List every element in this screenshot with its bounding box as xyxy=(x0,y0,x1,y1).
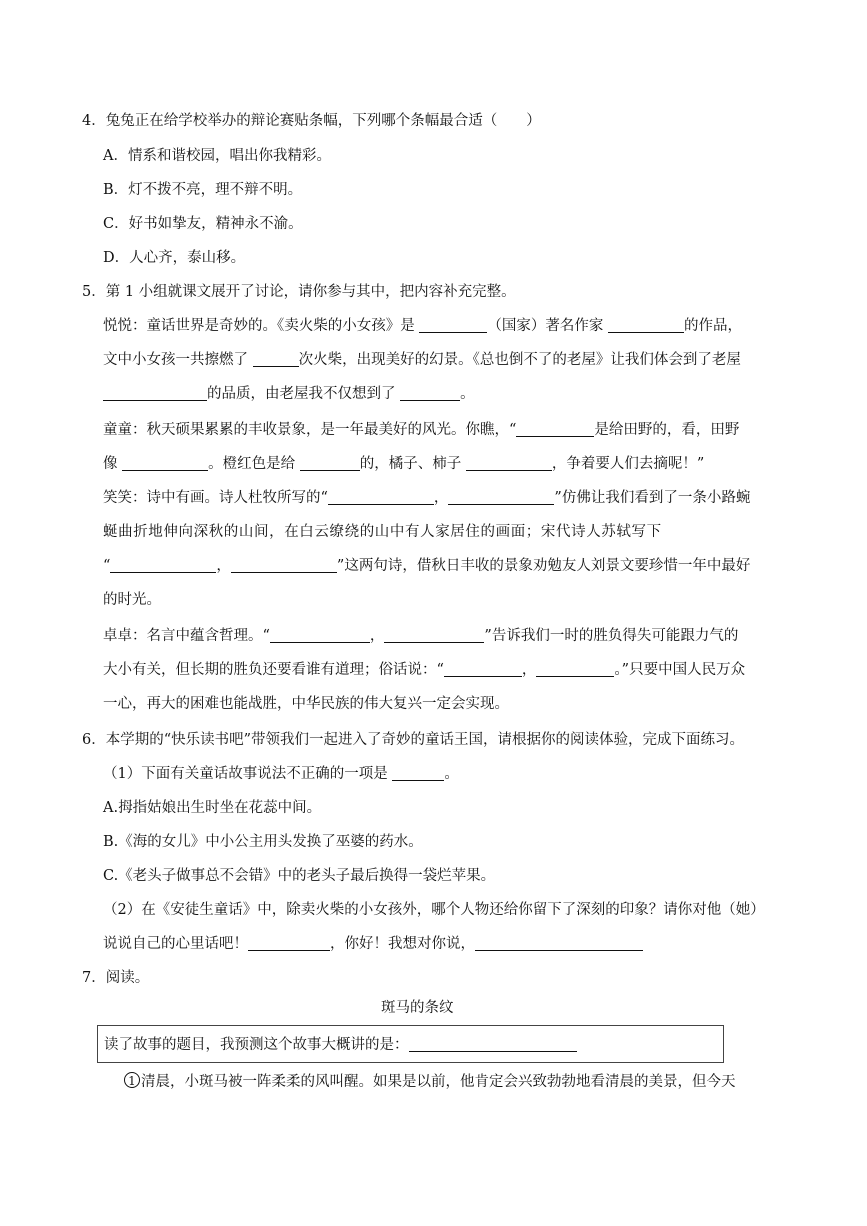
answer-blank[interactable] xyxy=(110,556,216,573)
text: 。 xyxy=(444,766,459,782)
text: （国家）著名作家 xyxy=(487,318,608,334)
text: 像 xyxy=(103,456,123,472)
q4-option-a[interactable]: A．情系和谐校园，唱出你我精彩。 xyxy=(103,148,331,164)
answer-blank[interactable] xyxy=(122,454,208,471)
text: 的品质，由老屋我不仅想到了 xyxy=(207,386,401,402)
answer-blank[interactable] xyxy=(444,660,522,677)
text: 说说自己的心里话吧！ xyxy=(103,936,248,952)
q5-xiaoxiao-line2: 蜒曲折地伸向深秋的山间，在白云缭绕的山中有人家居住的画面；宋代诗人苏轼写下 xyxy=(103,524,662,540)
q7-stem: 7．阅读。 xyxy=(82,970,150,986)
q5-xiaoxiao-line3 xyxy=(103,556,750,576)
answer-blank[interactable] xyxy=(466,454,552,471)
answer-blank[interactable] xyxy=(608,316,684,333)
answer-blank[interactable] xyxy=(409,1035,577,1052)
text: ，争着要人们去摘呢！” xyxy=(551,456,705,472)
text: 读了故事的题目，我预测这个故事大概讲的是： xyxy=(104,1037,409,1053)
text: 卓卓：名言中蕴含哲理。“ xyxy=(103,628,270,644)
answer-blank[interactable] xyxy=(270,626,370,643)
answer-blank[interactable] xyxy=(248,934,330,951)
q4-option-c[interactable]: C．好书如挚友，精神永不渝。 xyxy=(103,216,303,232)
answer-blank[interactable] xyxy=(384,626,484,643)
text: ”仿佛让我们看到了一条小路蜿 xyxy=(554,490,751,506)
text: 悦悦：童话世界是奇妙的。《卖火柴的小女孩》是 xyxy=(103,318,420,334)
q5-xiaoxiao-line4: 的时光。 xyxy=(103,592,161,608)
q6-sub2-line1: （2）在《安徒生童话》中，除卖火柴的小女孩外，哪个人物还给你留下了深刻的印象？请你对他（她） xyxy=(103,902,765,918)
answer-blank[interactable] xyxy=(419,316,487,333)
text: ，你好！我想对你说， xyxy=(330,936,475,952)
answer-blank[interactable] xyxy=(392,764,444,781)
text: 。 xyxy=(460,386,475,402)
text: 大小有关，但长期的胜负还要看谁有道理；俗话说：“ xyxy=(103,662,444,678)
text: 的作品， xyxy=(683,318,742,334)
text: ”这两句诗，借秋日丰收的景象劝勉友人刘景文要珍惜一年中最好 xyxy=(336,558,751,574)
text: ， xyxy=(216,558,231,574)
q4-option-b[interactable]: B．灯不拨不亮，理不辩不明。 xyxy=(103,182,303,198)
q5-zhuozhuo-line2 xyxy=(103,660,745,680)
q5-tongtong-line1 xyxy=(103,420,739,440)
answer-blank[interactable] xyxy=(300,454,360,471)
text: 笑笑：诗中有画。诗人杜牧所写的“ xyxy=(103,490,328,506)
text: ， xyxy=(433,490,449,506)
q7-passage-title: 斑马的条纹 xyxy=(381,1000,454,1016)
text: 是给田野的，看，田野 xyxy=(594,422,740,438)
text: 。橙红色是给 xyxy=(208,456,300,472)
q6-option-a[interactable]: A.拇指姑娘出生时坐在花蕊中间。 xyxy=(103,800,322,816)
answer-blank[interactable] xyxy=(400,384,460,401)
q4-option-d[interactable]: D．人心齐，泰山移。 xyxy=(103,250,246,266)
text: 文中小女孩一共擦燃了 xyxy=(103,352,253,368)
q7-paragraph-1 xyxy=(124,1072,736,1092)
q4-stem: 4．兔兔正在给学校举办的辩论赛贴条幅，下列哪个条幅最合适（ ） xyxy=(82,113,541,129)
answer-blank[interactable] xyxy=(536,660,614,677)
text: 的，橘子、柿子 xyxy=(359,456,466,472)
answer-blank[interactable] xyxy=(253,350,299,367)
answer-blank[interactable] xyxy=(103,384,207,401)
text: 。”只要中国人民万众 xyxy=(614,662,746,678)
q7-prediction xyxy=(104,1035,577,1055)
q6-stem: 6．本学期的“快乐读书吧”带领我们一起进入了奇妙的童话王国，请根据你的阅读体验，完成下面练习。 xyxy=(82,732,745,748)
answer-blank[interactable] xyxy=(328,488,434,505)
q5-yueyue-line3 xyxy=(103,384,475,404)
q6-option-b[interactable]: B.《海的女儿》中小公主用头发换了巫婆的药水。 xyxy=(103,834,423,850)
text: 次火柴，出现美好的幻景。《总也倒不了的老屋》让我们体会到了老屋 xyxy=(298,352,741,368)
q6-option-c[interactable]: C.《老头子做事总不会错》中的老头子最后换得一袋烂苹果。 xyxy=(103,868,496,884)
q5-yueyue-line2 xyxy=(103,350,741,370)
q5-tongtong-line2 xyxy=(103,454,704,474)
text: ”告诉我们一时的胜负得失可能跟力气的 xyxy=(484,628,739,644)
q5-zhuozhuo-line3: 一心，再大的困难也能战胜，中华民族的伟大复兴一定会实现。 xyxy=(103,696,509,712)
q6-sub2-line2 xyxy=(103,934,643,954)
text: “ xyxy=(103,558,111,574)
text: ， xyxy=(369,628,385,644)
text: （1）下面有关童话故事说法不正确的一项是 xyxy=(103,766,393,782)
q5-stem: 5．第 1 小组就课文展开了讨论，请你参与其中，把内容补充完整。 xyxy=(82,284,516,300)
q6-sub1 xyxy=(103,764,459,784)
q5-xiaoxiao-line1 xyxy=(103,488,750,508)
q5-zhuozhuo-line1 xyxy=(103,626,738,646)
paragraph-number: 1 xyxy=(124,1072,140,1088)
q5-yueyue-line1 xyxy=(103,316,742,336)
text: ， xyxy=(521,662,537,678)
text: 童童：秋天硕果累累的丰收景象，是一年最美好的风光。你瞧，“ xyxy=(103,422,517,438)
answer-blank[interactable] xyxy=(516,420,594,437)
text: 清晨，小斑马被一阵柔柔的风叫醒。如果是以前，他肯定会兴致勃勃地看清晨的美景，但今天 xyxy=(141,1074,736,1090)
answer-blank[interactable] xyxy=(231,556,337,573)
answer-blank[interactable] xyxy=(448,488,554,505)
answer-blank[interactable] xyxy=(475,934,643,951)
